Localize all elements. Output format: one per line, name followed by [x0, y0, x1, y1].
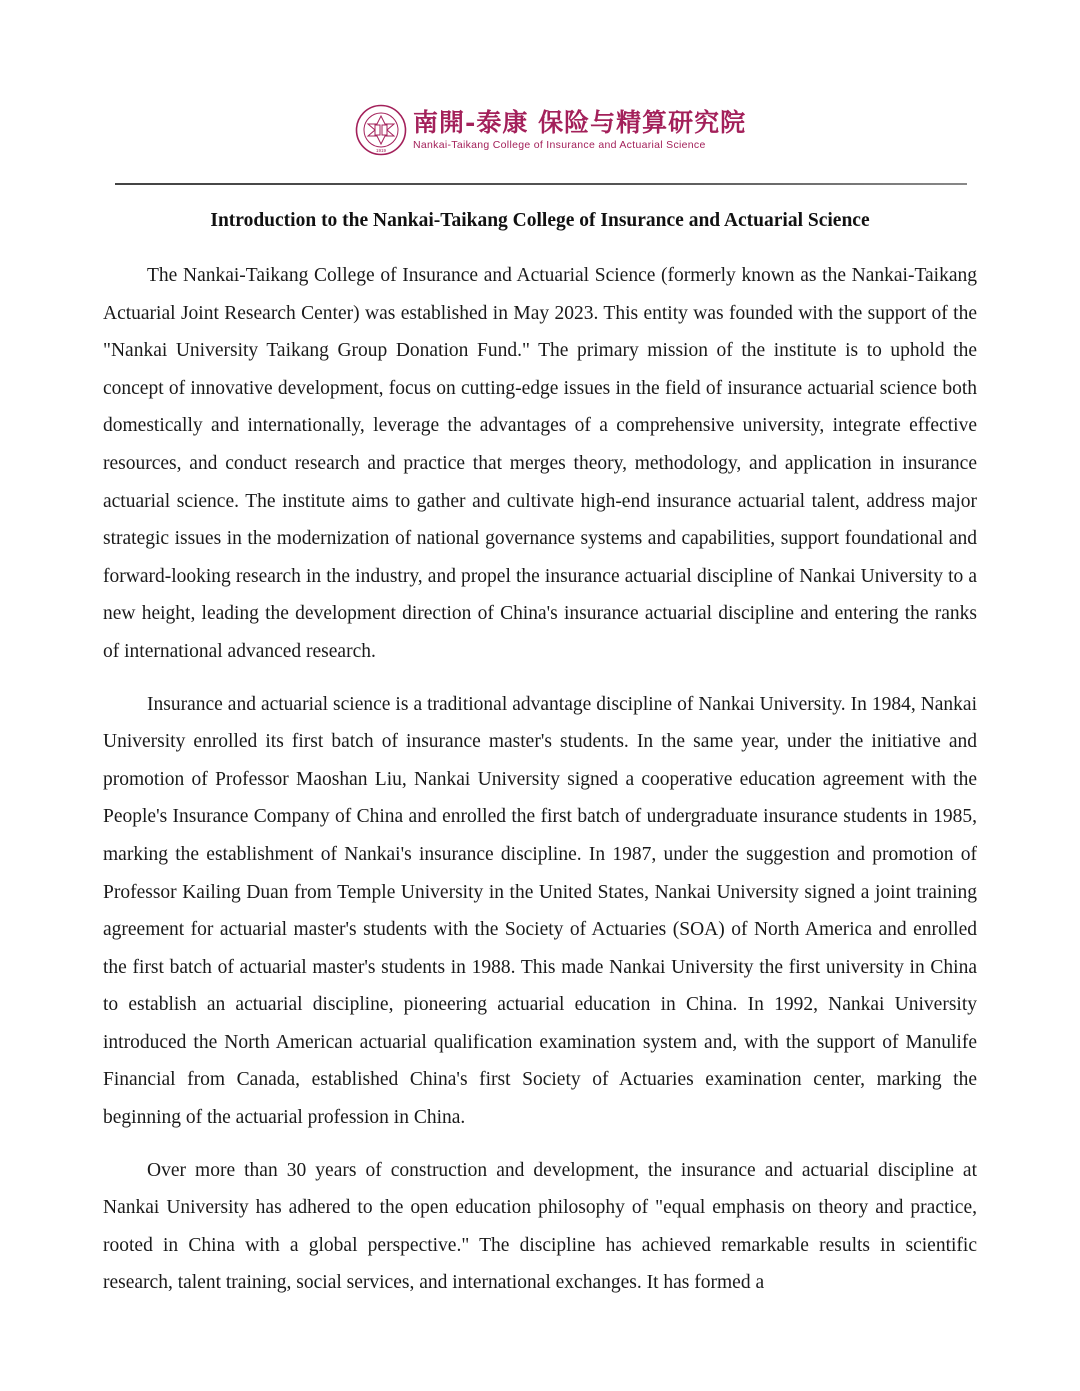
college-logo: [355, 104, 746, 156]
svg-text:1919: 1919: [375, 148, 387, 153]
logo-english-name: Nankai-Taikang College of Insurance and Actuarial Science: [413, 139, 706, 151]
document-body: [103, 257, 977, 1317]
logo-chinese-name: 南開-泰康 保险与精算研究院: [413, 108, 747, 137]
university-emblem-icon: [355, 104, 407, 156]
document-title: Introduction to the Nankai-Taikang College of Insurance and Actuarial Science: [210, 210, 870, 231]
paragraph-1: The Nankai-Taikang College of Insurance and Actuarial Science (formerly known as the Nankai-Taikang Actuarial Joint Research Center) was established in May 2023. This entity was founded with the support of the "Nankai University Taikang Group Donation Fund." The primary mission of the institute is to uphold the concept of innovative development, focus on cutting-edge issues in the field of insurance actuarial science both domestically and internationally, leverage the advantages of a comprehensive university, integrate effective resources, and conduct research and practice that merges theory, methodology, and application in insurance actuarial science. The institute aims to gather and cultivate high-end insurance actuarial talent, address major strategic issues in the modernization of national governance systems and capabilities, support foundational and forward-looking research in the industry, and propel the insurance actuarial discipline of Nankai University to a new height, leading the development direction of China's insurance actuarial discipline and entering the ranks of international advanced research.: [103, 265, 977, 662]
paragraph-2: Insurance and actuarial science is a traditional advantage discipline of Nankai University. In 1984, Nankai University enrolled its first batch of insurance master's students. In the same year, under the initiative and promotion of Professor Maoshan Liu, Nankai University signed a cooperative education agreement with the People's Insurance Company of China and enrolled the first batch of undergraduate insurance students in 1985, marking the establishment of Nankai's insurance discipline. In 1987, under the suggestion and promotion of Professor Kailing Duan from Temple University in the United States, Nankai University signed a joint training agreement for actuarial master's students with the Society of Actuaries (SOA) of North America and enrolled the first batch of actuarial master's students in 1988. This made Nankai University the first university in China to establish an actuarial discipline, pioneering actuarial education in China. In 1992, Nankai University introduced the North American actuarial qualification examination system and, with the support of Manulife Financial from Canada, established China's first Society of Actuaries examination center, marking the beginning of the actuarial profession in China.: [103, 693, 977, 1129]
document-header: [0, 100, 1080, 162]
header-divider: [115, 183, 967, 185]
paragraph-3: Over more than 30 years of construction and development, the insurance and actuarial discipline at Nankai University has adhered to the open education philosophy of "equal emphasis on theory and practice, rooted in China with a global perspective." The discipline has achieved remarkable results in scientific research, talent training, social services, and international exchanges. It has formed a: [103, 1159, 977, 1294]
